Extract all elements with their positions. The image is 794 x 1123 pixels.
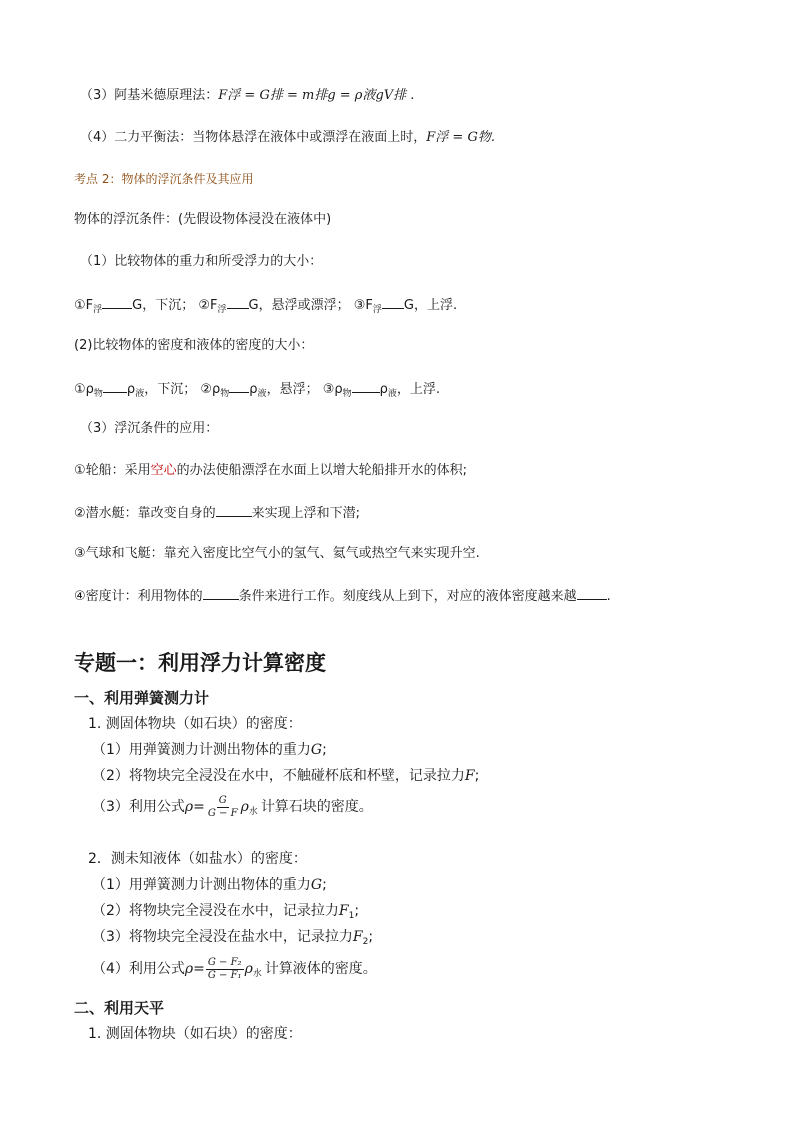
blank-1 [102, 296, 132, 309]
blank-9 [577, 587, 607, 600]
formula-balance: （4）二力平衡法：当物体悬浮在液体中或漂浮在液面上时，F浮 = G物. [80, 130, 495, 145]
step-2-4: （4）利用公式ρ= $\frac{\text{G − F₂}}{\text{G − F₁}}$ $\rho_水$ 计算液体的密度。 [92, 956, 377, 981]
kaodian-2-heading: 考点 2：物体的浮沉条件及其应用 [74, 172, 254, 186]
density-fraction-2: $\frac{\text{G − F₂}}{\text{G − F₁}}$ [207, 956, 242, 981]
application-submarine: ②潜水艇：靠改变自身的 来实现上浮和下潜; [74, 506, 361, 521]
step-2-3: （3）将物块完全浸没在盐水中，记录拉力$F_2$; [92, 929, 374, 947]
blank-3 [382, 296, 404, 309]
compare-force-heading: （1）比较物体的重力和所受浮力的大小： [80, 254, 323, 269]
blank-5 [229, 380, 249, 393]
topic-title: 专题一：利用浮力计算密度 [74, 651, 326, 675]
step-2-2: （2）将物块完全浸没在水中，记录拉力$F_1$; [92, 903, 360, 921]
application-hydrometer: ④密度计：利用物体的 条件来进行工作。刻度线从上到下，对应的液体密度越来越 . [74, 589, 611, 604]
formula-archimedes: （3）阿基米德原理法：F浮 = G排 = m排g = ρ液gV排 . [80, 88, 415, 103]
step-2-1: （1）用弹簧测力计测出物体的重力G; [92, 877, 327, 893]
density-fraction-1: $\frac{G}{G - F}$ [207, 794, 238, 819]
step-1-3: （3）利用公式ρ= $\frac{G}{G - F}$ $\rho_水$ 计算石块的密度。 [92, 794, 373, 819]
density-conditions: $①\rho_物$ $\rho_液$，下沉； $②\rho_物$ $\rho_液$，悬浮； $③\rho_物$ $\rho_液$，上浮. [74, 382, 441, 399]
blank-8 [203, 587, 239, 600]
application-ship: ①轮船：采用空心的办法使船漂浮在水面上以增大轮船排开水的体积; [74, 463, 468, 478]
step-1-1: （1）用弹簧测力计测出物体的重力G; [92, 742, 327, 758]
application-heading: （3）浮沉条件的应用： [80, 421, 219, 436]
part1-heading: 一、利用弹簧测力计 [74, 689, 210, 707]
blank-6 [352, 380, 380, 393]
part2-heading: 二、利用天平 [74, 999, 165, 1017]
blank-7 [216, 504, 252, 517]
blank-2 [227, 296, 249, 309]
fuchen-title: 物体的浮沉条件：(先假设物体浸没在液体中) [74, 212, 332, 227]
step-1-2: （2）将物块完全浸没在水中，不触碰杯底和杯壁，记录拉力F; [92, 768, 480, 784]
item1-heading: 1. 测固体物块（如石块）的密度： [88, 716, 302, 732]
application-balloon: ③气球和飞艇：靠充入密度比空气小的氢气、氦气或热空气来实现升空. [74, 546, 480, 561]
force-conditions: $①F_浮$ G，下沉； $②F_浮$ G，悬浮或漂浮； $③F_浮$ G，上浮. [74, 298, 458, 315]
blank-4 [103, 380, 127, 393]
item2-heading: 2．测未知液体（如盐水）的密度： [88, 851, 307, 867]
compare-density-heading: (2)比较物体的密度和液体的密度的大小： [74, 338, 314, 353]
item3-heading: 1. 测固体物块（如石块）的密度： [88, 1026, 302, 1042]
